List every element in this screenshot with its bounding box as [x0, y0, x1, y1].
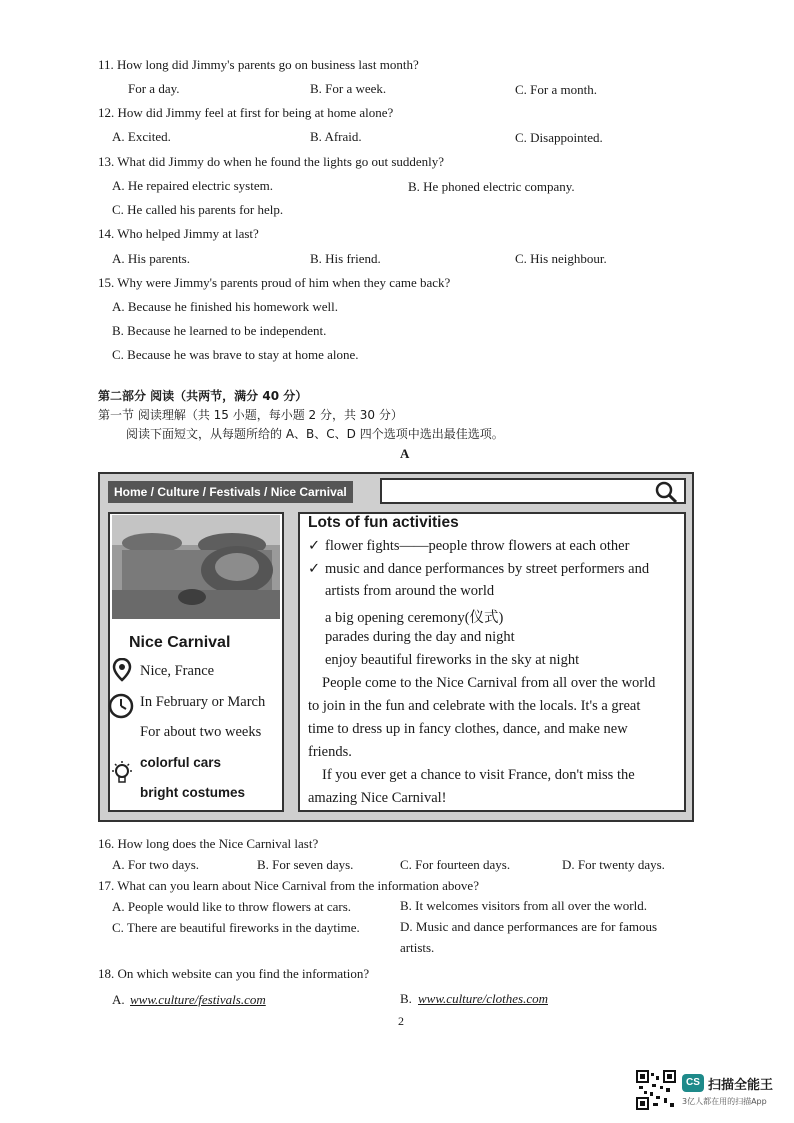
q16-option-b: B. For seven days. — [257, 857, 354, 872]
q13-option-a: A. He repaired electric system. — [112, 178, 273, 193]
q15-option-b: B. Because he learned to be independent. — [112, 323, 327, 338]
passage-label: A — [400, 446, 410, 461]
activity-item-cont: artists from around the world — [325, 583, 495, 599]
q18-option-b-label: B. — [400, 991, 412, 1006]
q18-stem: 18. On which website can you find the information? — [98, 966, 370, 981]
search-icon[interactable] — [654, 481, 678, 503]
scanner-brand: 扫描全能王 — [708, 1078, 774, 1093]
check-mark-icon: ✓ — [308, 538, 321, 554]
q15-option-a: A. Because he finished his homework well. — [112, 299, 339, 314]
paragraph-1: to join in the fun and celebrate with the locals. It's a great — [308, 698, 641, 714]
q11-stem: 11. How long did Jimmy's parents go on business last month? — [98, 57, 419, 72]
q18-option-b-link[interactable]: www.culture/clothes.com — [418, 991, 548, 1006]
q13-option-c: C. He called his parents for help. — [112, 202, 284, 217]
breadcrumb[interactable]: Home / Culture / Festivals / Nice Carnival — [108, 481, 353, 503]
q12-option-a: A. Excited. — [112, 129, 171, 144]
carnival-photo — [112, 515, 280, 619]
search-input[interactable] — [380, 478, 686, 504]
q18-option-a-label: A. — [112, 992, 125, 1007]
q11-option-c: C. For a month. — [515, 82, 597, 97]
card-costumes: bright costumes — [140, 785, 246, 800]
q15-stem: 15. Why were Jimmy's parents proud of him when they came back? — [98, 275, 451, 290]
clock-icon — [108, 693, 134, 719]
activity-item: a big opening ceremony(仪式) — [325, 610, 504, 626]
paragraph-2: amazing Nice Carnival! — [308, 790, 447, 806]
page-number: 2 — [398, 1014, 404, 1028]
q14-option-b: B. His friend. — [310, 251, 381, 266]
card-duration: For about two weeks — [140, 724, 262, 740]
q12-option-c: C. Disappointed. — [515, 130, 603, 145]
section-subtitle: 第一节 阅读理解（共 15 小题，每小题 2 分，共 30 分） — [98, 408, 403, 422]
card-location: Nice, France — [140, 663, 215, 679]
paragraph-1: time to dress up in fancy clothes, dance, and make new — [308, 721, 628, 737]
q14-option-a: A. His parents. — [112, 251, 190, 266]
q17-stem: 17. What can you learn about Nice Carnival from the information above? — [98, 878, 479, 893]
q15-option-c: C. Because he was brave to stay at home alone. — [112, 347, 359, 362]
q12-option-b: B. Afraid. — [310, 129, 362, 144]
q14-option-c: C. His neighbour. — [515, 251, 607, 266]
location-pin-icon — [112, 658, 132, 682]
card-time: In February or March — [140, 694, 266, 710]
q16-stem: 16. How long does the Nice Carnival last? — [98, 836, 319, 851]
part-title: 第二部分 阅读（共两节，满分 40 分） — [98, 389, 308, 403]
camscanner-logo: CS — [682, 1074, 704, 1092]
q13-option-b: B. He phoned electric company. — [408, 179, 575, 194]
q12-stem: 12. How did Jimmy feel at first for being at home alone? — [98, 105, 394, 120]
section-instruction: 阅读下面短文，从每题所给的 A、B、C、D 四个选项中选出最佳选项。 — [126, 427, 504, 441]
activities-title: Lots of fun activities — [308, 514, 459, 531]
q17-option-b: B. It welcomes visitors from all over the world. — [400, 898, 647, 913]
q17-option-c: C. There are beautiful fireworks in the daytime. — [112, 920, 360, 935]
paragraph-1: People come to the Nice Carnival from all over the world — [322, 675, 656, 691]
q17-option-d-cont: artists. — [400, 940, 435, 955]
card-title: Nice Carnival — [129, 634, 231, 651]
q13-stem: 13. What did Jimmy do when he found the lights go out suddenly? — [98, 154, 445, 169]
q11-option-a: For a day. — [128, 81, 180, 96]
paragraph-1: friends. — [308, 744, 352, 760]
activity-item: music and dance performances by street performers and — [325, 561, 650, 577]
activity-item: enjoy beautiful fireworks in the sky at night — [325, 652, 580, 668]
q16-option-d: D. For twenty days. — [562, 857, 665, 872]
qr-code-icon — [636, 1070, 676, 1110]
q16-option-c: C. For fourteen days. — [400, 857, 511, 872]
paragraph-2: If you ever get a chance to visit France, don't miss the — [322, 767, 635, 783]
activity-item: parades during the day and night — [325, 629, 515, 645]
scanner-tagline: 3亿人都在用的扫描App — [682, 1097, 767, 1106]
activity-item: flower fights——people throw flowers at each other — [325, 538, 630, 554]
q17-option-a: A. People would like to throw flowers at cars. — [112, 899, 352, 914]
q14-stem: 14. Who helped Jimmy at last? — [98, 226, 259, 241]
q16-option-a: A. For two days. — [112, 857, 200, 872]
q11-option-b: B. For a week. — [310, 81, 387, 96]
check-mark-icon: ✓ — [308, 561, 321, 577]
q18-option-a-link[interactable]: www.culture/festivals.com — [130, 992, 266, 1007]
card-cars: colorful cars — [140, 755, 222, 770]
lightbulb-icon — [110, 760, 134, 788]
q17-option-d: D. Music and dance performances are for famous — [400, 919, 658, 934]
